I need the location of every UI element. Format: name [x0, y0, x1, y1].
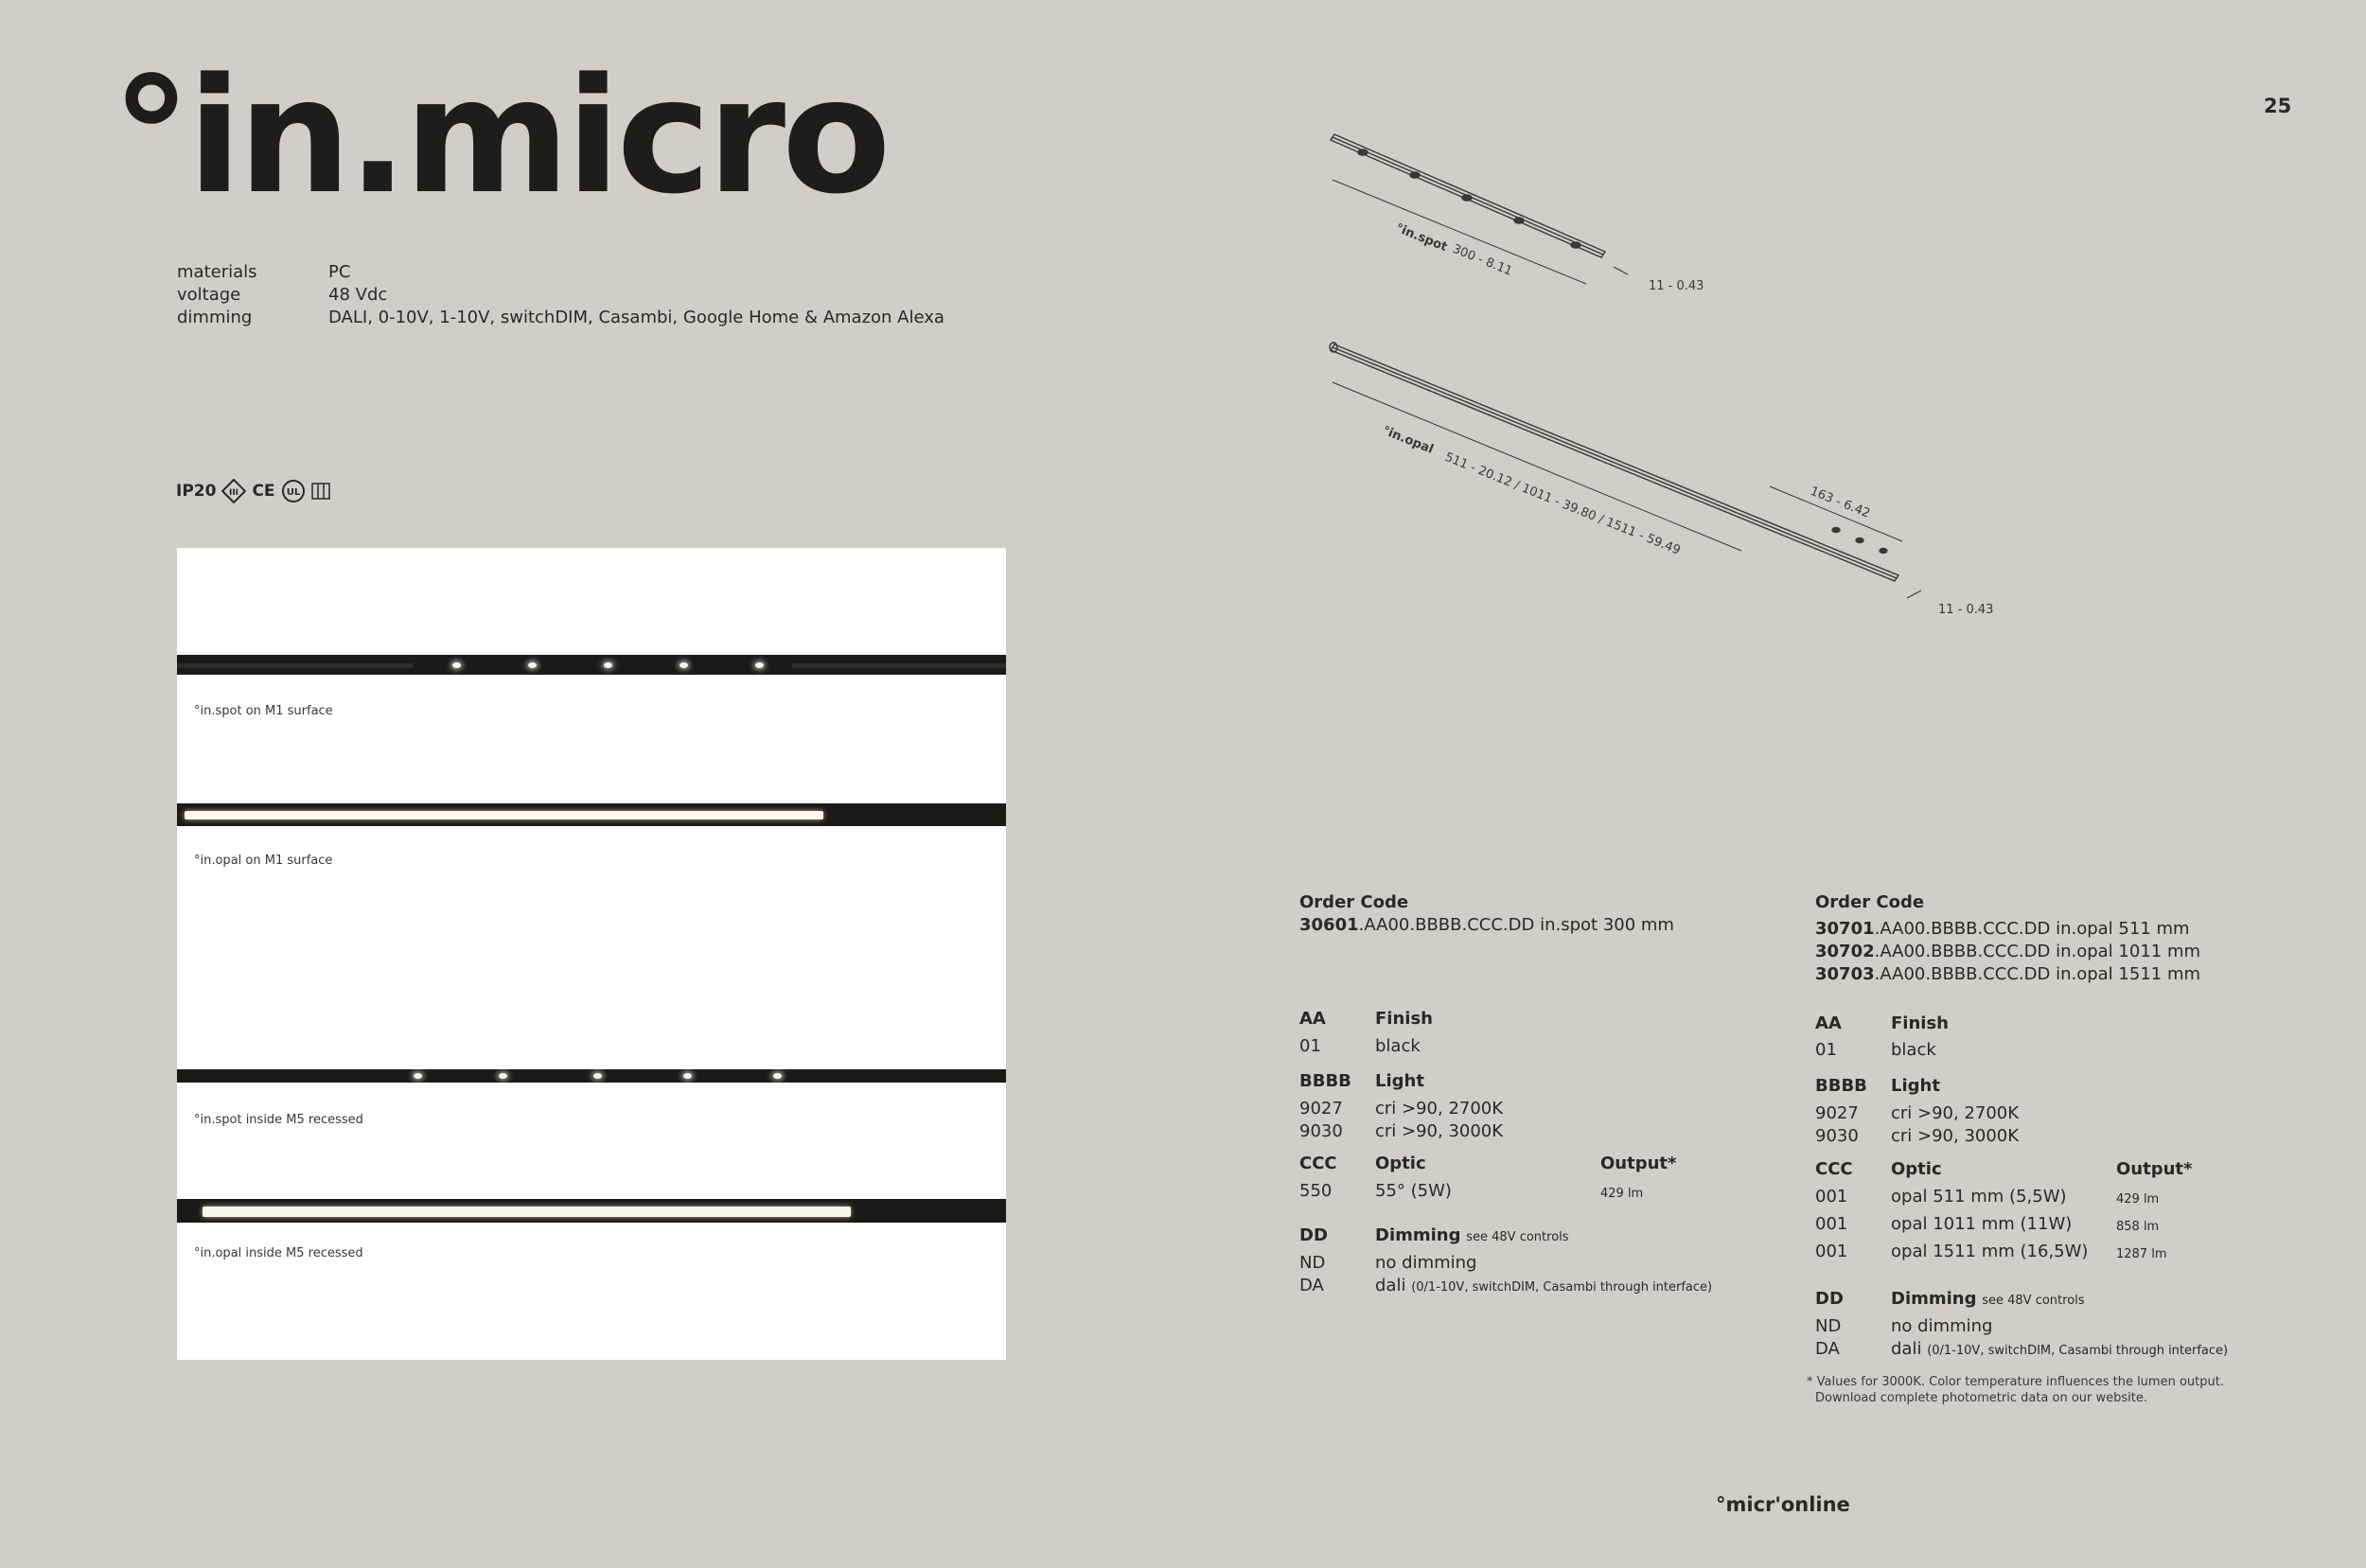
bbbb-row-value: cri >90, 3000K [1891, 1126, 2020, 1146]
ccc-code-header: CCC [1299, 1154, 1337, 1173]
spec-key: dimming [177, 308, 253, 327]
spot-name-label: °in.spot [1393, 220, 1450, 255]
order-code-heading: Order Code [1299, 892, 1409, 912]
ccc-label-header: Optic [1375, 1154, 1426, 1173]
bbbb-row-code: 9030 [1815, 1126, 1859, 1146]
ccc-output-header: Output* [2116, 1159, 2193, 1179]
ccc-label-header: Optic [1891, 1159, 1942, 1179]
order-code-line: 30701.AA00.BBBB.CCC.DD in.opal 511 mm [1815, 919, 2190, 939]
ccc-row-value: opal 1511 mm (16,5W) [1891, 1242, 2089, 1261]
order-code-heading: Order Code [1815, 892, 1925, 912]
photo-caption: °in.opal inside M5 recessed [194, 1246, 363, 1260]
dd-row-code: DA [1299, 1276, 1324, 1295]
aa-label-header: Finish [1891, 1013, 1949, 1033]
aa-code-header: AA [1815, 1013, 1842, 1033]
spec-value: 48 Vdc [328, 285, 388, 305]
certification-row [176, 479, 330, 503]
photo-caption: °in.opal on M1 surface [194, 854, 333, 868]
ccc-row-value: opal 511 mm (5,5W) [1891, 1187, 2067, 1207]
spec-key: voltage [177, 285, 241, 305]
bbbb-row-code: 9027 [1299, 1099, 1343, 1119]
ce-mark-icon: CE [252, 482, 275, 501]
ccc-row-output: 429 lm [2116, 1192, 2160, 1207]
opal-name-label: °in.opal [1380, 423, 1436, 457]
bbbb-label-header: Light [1375, 1071, 1424, 1091]
order-code-in-opal [1807, 891, 2345, 1421]
ccc-row-output: 429 lm [1600, 1187, 1644, 1201]
aa-row-code: 01 [1815, 1040, 1837, 1060]
bbbb-row-code: 9030 [1299, 1121, 1343, 1141]
ip-rating: IP20 [176, 482, 217, 501]
bbbb-row-value: cri >90, 2700K [1375, 1099, 1504, 1119]
dd-row-value: no dimming [1375, 1253, 1477, 1273]
spec-list [177, 261, 945, 329]
spec-row [177, 284, 945, 307]
footer-logo: °micr'online [1716, 1493, 1850, 1516]
dd-label-header: Dimming see 48V controls [1375, 1225, 1569, 1245]
ccc-row-value: 55° (5W) [1375, 1181, 1452, 1201]
bbbb-label-header: Light [1891, 1076, 1940, 1096]
ccc-row-value: opal 1011 mm (11W) [1891, 1214, 2073, 1234]
dd-row-code: ND [1299, 1253, 1326, 1273]
ccc-output-header: Output* [1600, 1154, 1677, 1173]
spec-value: PC [328, 262, 351, 282]
aa-code-header: AA [1299, 1009, 1326, 1029]
dd-row-value: dali (0/1-10V, switchDIM, Casambi through interface) [1891, 1339, 2229, 1359]
photo-caption: °in.spot on M1 surface [194, 704, 333, 718]
opal-detail-label: 163 - 6.42 [1808, 484, 1872, 521]
spec-row [177, 307, 945, 329]
aa-row-code: 01 [1299, 1036, 1321, 1056]
ccc-code-header: CCC [1815, 1159, 1853, 1179]
spec-row [177, 261, 945, 284]
ccc-row-code: 550 [1299, 1181, 1333, 1201]
spec-value: DALI, 0-10V, 1-10V, switchDIM, Casambi, Google Home & Amazon Alexa [328, 308, 945, 327]
spot-length-label: 300 - 8.11 [1450, 241, 1514, 279]
footnote: * Values for 3000K. Color temperature influences the lumen output. Download complete photometric data on our website. [1807, 1375, 2224, 1405]
ccc-row-code: 001 [1815, 1187, 1848, 1207]
dd-row-code: DA [1815, 1339, 1840, 1359]
bbbb-code-header: BBBB [1299, 1071, 1351, 1091]
bbbb-row-code: 9027 [1815, 1103, 1859, 1123]
ul-mark-icon [281, 479, 306, 503]
dd-row-value: no dimming [1891, 1316, 1993, 1336]
order-code-line: 30601.AA00.BBBB.CCC.DD in.spot 300 mm [1299, 915, 1674, 935]
svg-text:UL: UL [286, 487, 300, 498]
opal-length-label: 511 - 20.12 / 1011 - 39.80 / 1511 - 59.49 [1442, 449, 1683, 558]
product-photo-panel [177, 548, 1006, 1360]
svg-text:III: III [229, 488, 239, 498]
bbbb-code-header: BBBB [1815, 1076, 1867, 1096]
ccc-row-output: 858 lm [2116, 1220, 2160, 1234]
dd-row-code: ND [1815, 1316, 1842, 1336]
ccc-row-code: 001 [1815, 1214, 1848, 1234]
opal-width-label: 11 - 0.43 [1938, 603, 1994, 617]
dd-code-header: DD [1815, 1289, 1844, 1309]
page-number: 25 [2264, 95, 2292, 117]
spec-key: materials [177, 262, 257, 282]
dd-code-header: DD [1299, 1225, 1328, 1245]
dd-label-header: Dimming see 48V controls [1891, 1289, 2085, 1309]
order-code-in-spot [1299, 891, 1829, 1308]
ccc-row-code: 001 [1815, 1242, 1848, 1261]
brand-title: °in.micro [112, 44, 888, 229]
track-opal-recessed [177, 1199, 1006, 1223]
aa-row-value: black [1891, 1040, 1936, 1060]
order-code-line: 30703.AA00.BBBB.CCC.DD in.opal 1511 mm [1815, 964, 2201, 984]
order-code-line: 30702.AA00.BBBB.CCC.DD in.opal 1011 mm [1815, 942, 2201, 961]
bbbb-row-value: cri >90, 2700K [1891, 1103, 2020, 1123]
technical-drawings [1306, 114, 2025, 643]
track-spot-surface [177, 655, 1006, 675]
opal-drawing [1330, 343, 1921, 598]
eac-mark-icon [311, 482, 330, 501]
photo-caption: °in.spot inside M5 recessed [194, 1113, 363, 1127]
aa-row-value: black [1375, 1036, 1421, 1056]
track-spot-recessed [177, 1069, 1006, 1083]
spot-width-label: 11 - 0.43 [1649, 279, 1704, 293]
track-opal-surface [177, 803, 1006, 826]
ccc-row-output: 1287 lm [2116, 1247, 2167, 1261]
safety-class-3-icon [221, 479, 246, 503]
bbbb-row-value: cri >90, 3000K [1375, 1121, 1504, 1141]
dd-row-value: dali (0/1-10V, switchDIM, Casambi through interface) [1375, 1276, 1713, 1295]
aa-label-header: Finish [1375, 1009, 1433, 1029]
